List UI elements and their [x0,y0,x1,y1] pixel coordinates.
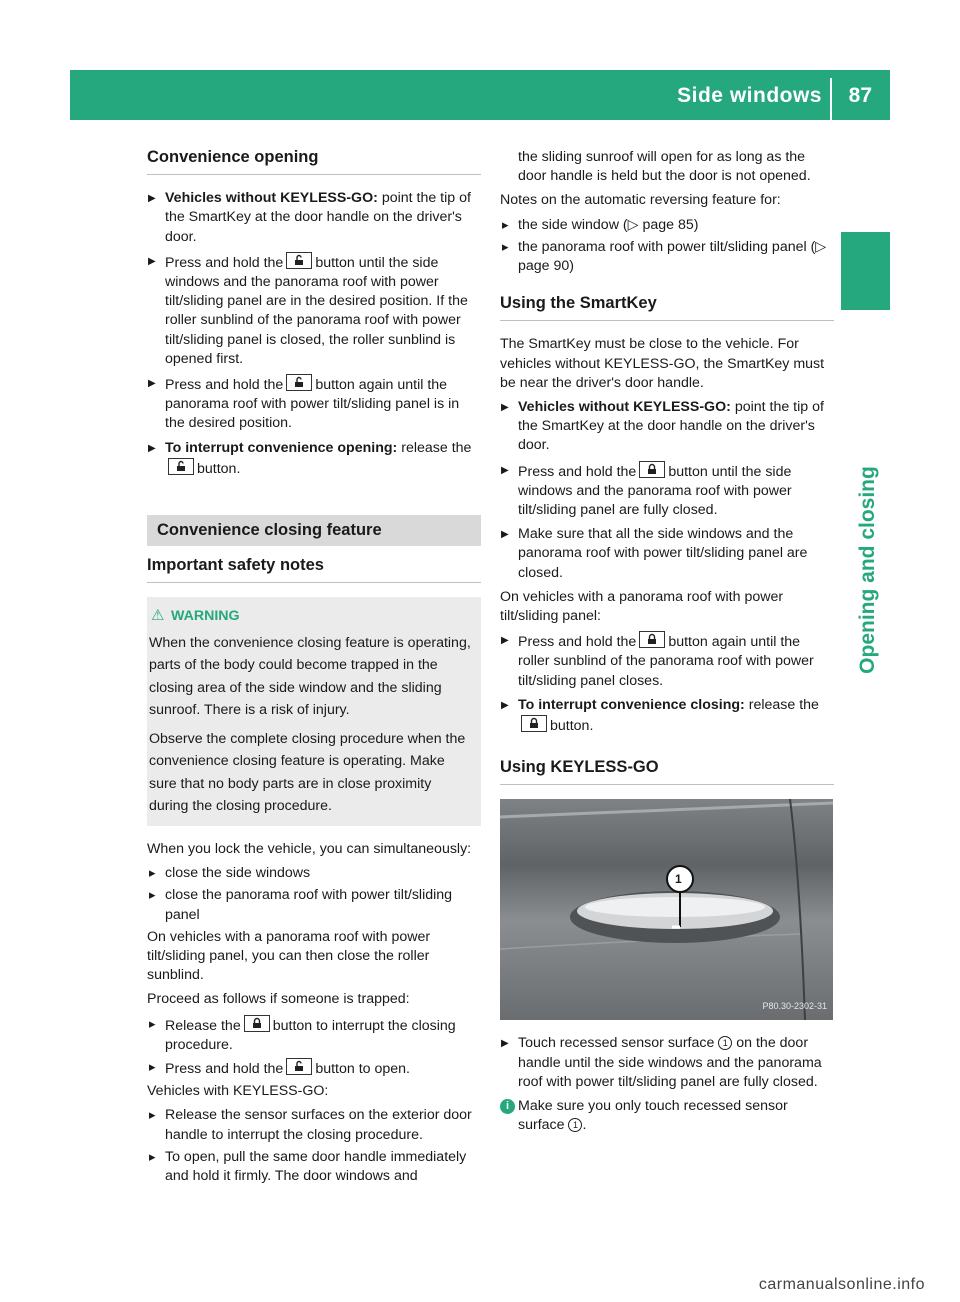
unlock-icon [286,252,312,269]
warning-text: When the convenience closing feature is operating, parts of the body could become trapped in the closing area of the side window and the sliding sunroof. There is a risk of injury. [149,634,471,719]
lock-icon [244,1015,270,1032]
step [147,252,481,369]
continued-text: the sliding sunroof will open for as long as the door handle is held but the door is not opened. [518,149,811,185]
paragraph: The SmartKey must be close to the vehicle. For vehicles without KEYLESS-GO, the SmartKey must be near the driver's door handle. [500,336,825,391]
heading-safety-notes: Important safety notes [147,556,481,583]
step [147,189,481,247]
page-reference: ▸ the panorama roof with power tilt/sliding panel (▷ page 90) [500,238,834,276]
step-text: Touch recessed sensor surface [518,1035,715,1052]
step-text: button until the side windows and the panorama roof with power tilt/sliding panel are fully closed. [518,463,792,519]
item-text: button to interrupt the closing procedure. [165,1017,456,1053]
paragraph: On vehicles with a panorama roof with power tilt/sliding panel, you can then close the roller sunblind. [147,928,431,984]
step-text: on the door handle until the side windows and the panorama roof with power tilt/sliding panel are fully closed. [518,1035,822,1090]
header-divider [830,78,832,120]
step [500,1034,834,1092]
list-item: ▸ To open, pull the same door handle immediately and hold it firmly. The door windows and [147,1148,481,1186]
warning-heading: ⚠ WARNING [147,605,473,628]
step-text: Press and hold the [518,463,637,480]
item-text: button to open. [315,1060,410,1077]
step [500,398,834,456]
list-item [147,1058,481,1079]
right-column [500,148,834,1136]
item-text: Press and hold the [165,1060,284,1077]
header-bar [70,70,890,120]
unlock-icon [286,374,312,391]
step: ▶ Make sure that all the side windows and the panorama roof with power tilt/sliding panel are closed. [500,525,834,583]
info-icon: i [500,1099,515,1114]
item-text: Release the [165,1017,241,1034]
door-handle-illustration [500,799,833,1020]
step-label: To interrupt convenience opening: [165,439,398,456]
heading-convenience-opening: Convenience opening [147,148,481,175]
step [500,461,834,521]
step-text: button until the side windows and the panorama roof with power tilt/sliding panel are in the desired position. If the roller sunblind of the panorama roof with power tilt/sliding panel is closed, the roller sunblind is opened first. [165,254,468,367]
callout-marker: 1 [568,1118,582,1132]
list-item: ▸ Release the sensor surfaces on the exterior door handle to interrupt the closing procedure. [147,1106,481,1144]
step-label: Vehicles without KEYLESS-GO: [518,399,731,416]
step [500,631,834,691]
lock-icon [639,631,665,648]
paragraph: When you lock the vehicle, you can simultaneously: [147,840,472,857]
list-item: ▸ close the side windows [147,864,481,883]
chapter-tab [841,232,890,310]
door-handle-photo [500,799,833,1020]
warning-text: Observe the complete closing procedure when the convenience closing feature is operating. Make sure that no body parts are in close proximity during the closing procedure. [149,730,466,815]
figure-code: P80.30-2302-31 [762,1001,827,1012]
section-bar-closing: Convenience closing feature [147,515,481,546]
heading-smartkey: Using the SmartKey [500,294,834,321]
heading-keyless-go: Using KEYLESS-GO [500,758,834,785]
step-text: point the tip of the SmartKey at the door handle on the driver's door. [165,190,471,245]
list-item [147,1015,481,1055]
step [500,696,834,736]
page-number: 87 [848,84,872,107]
info-text: Make sure you only touch recessed sensor surface [518,1098,788,1134]
step-text: button. [550,718,594,735]
list-item: ▸ close the panorama roof with power tilt/sliding panel [147,886,481,924]
paragraph: Proceed as follows if someone is trapped: [147,991,410,1008]
paragraph: Vehicles with KEYLESS-GO: [147,1083,329,1100]
callout-marker: 1 [718,1036,732,1050]
step-text: Press and hold the [518,634,637,651]
page-reference: ▸ the side window (▷ page 85) [500,216,834,235]
step-text: point the tip of the SmartKey at the door handle on the driver's door. [518,399,824,454]
step-text: button. [197,460,241,477]
step-text: Press and hold the [165,254,284,271]
paragraph: On vehicles with a panorama roof with power tilt/sliding panel: [500,588,784,625]
lock-icon [521,715,547,732]
left-column [147,148,481,1189]
step [147,439,481,479]
step-text: button again until the panorama roof with power tilt/sliding panel is in the desired position. [165,377,460,432]
chapter-title: Opening and closing [856,466,879,674]
step-text: release the [401,439,472,456]
lock-icon [639,461,665,478]
info-note [500,1097,834,1135]
unlock-icon [168,458,194,475]
warning-box [147,597,481,826]
watermark: carmanualsonline.info [758,1276,925,1293]
unlock-icon [286,1058,312,1075]
step-text: release the [748,696,819,713]
step-text: Press and hold the [165,377,284,394]
step [147,374,481,434]
info-text: . [582,1117,587,1134]
section-title: Side windows [677,84,822,107]
paragraph: Notes on the automatic reversing feature for: [500,192,781,209]
step-label: Vehicles without KEYLESS-GO: [165,190,378,207]
step-label: To interrupt convenience closing: [518,696,745,713]
callout-number: 1 [675,872,682,887]
step-text: button again until the roller sunblind of the panorama roof with power tilt/sliding panel closes. [518,634,814,689]
